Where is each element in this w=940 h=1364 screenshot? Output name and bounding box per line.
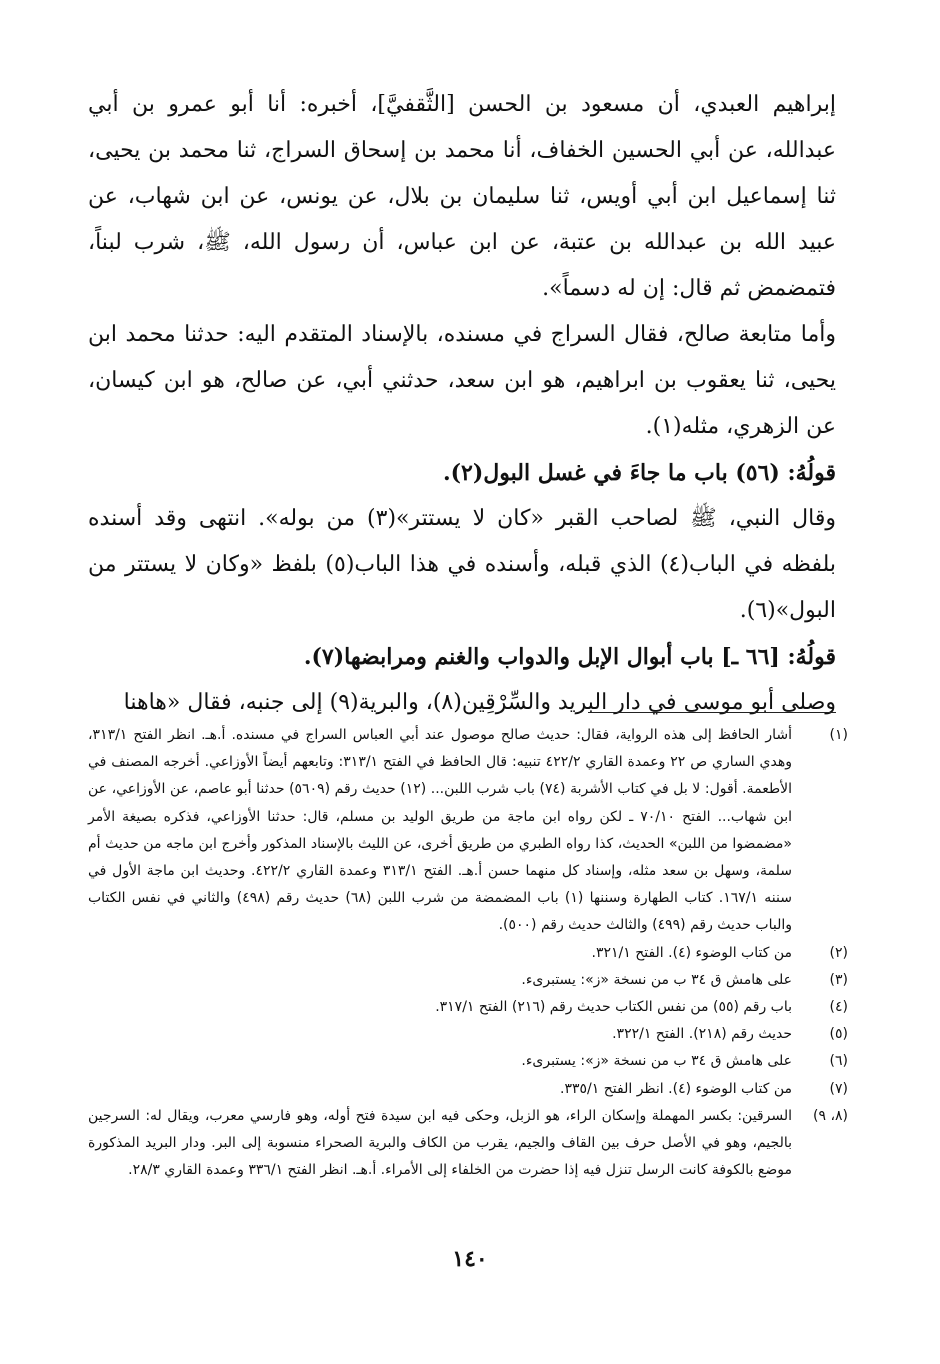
footnote-4 [88, 994, 848, 1021]
chapter-heading-66: قولُهُ: [٦٦ ـ] باب أبوال الإبل والدواب والغنم ومرابضها(٧). [303, 644, 836, 670]
footnote-text: أشار الحافظ إلى هذه الرواية، فقال: حديث صالح موصول عند أبي العباس السراج في مسنده. أ.هـ. انظر الفتح ٣١٣/١، وهدي الساري ص ٢٢ وعمدة القاري ٤٢٢/٢ تنبيه: قال الحافظ في الفتح ٣١٣/١: وتابعهم أيضاً الأوزاعي. أخرجه المصنف في الأطعمة. أقول: لا بل في كتاب الأشربة (٧٤) باب شرب اللبن... (١٢) حديث رقم (٥٦٠٩) حدثنا أبو عاصم، عن الأوزاعي، عن ابن شهاب... الفتح ٧٠/١٠ ـ لكن رواه ابن ماجة من طريق الوليد بن مسلم، قال: حدثنا الأوزاعي، فذكره بصيغة الأمر «مضمضوا من اللبن» الحديث، كذا رواه الطبري من طريق أخرى، عن الليث بالإسناد المذكور وأخرج ابن ماجه من حديث أم سلمة، وسهل بن سعد مثله، وإسناد كل منهما حسن أ.هـ. الفتح ٣١٣/١ وعمدة القاري ٤٢٢/٢. وحديث ابن ماجة الأول في سننه ١٦٧/١. كتاب الطهارة وسننها (١) باب المضمضة من شرب اللبن (٦٨) حديث رقم (٤٩٨) والثاني في نفس الكتاب والباب حديث رقم (٤٩٩) والثالث حديث رقم (٥٠٠). [88, 727, 793, 934]
chapter-heading-56: قولُهُ: (٥٦) باب ما جاءَ في غسل البول(٢). [442, 460, 836, 486]
footnote-number: (٧) [829, 1080, 848, 1097]
footnote-text: على هامش ق ٣٤ ب من نسخة «ز»: يستبرىء. [521, 1053, 792, 1070]
footnote-1 [88, 722, 848, 940]
footnote-text: السرقين: بكسر المهملة وإسكان الراء، هو الزبل، وحكى فيه ابن سيدة فتح أوله، وهو فارسي معرب، ويقال له: السرجين بالجيم، وهو في الأصل حرف بين القاف والجيم، يقرب من الكاف والبرية الصحراء منسوبة إلى البر. ودار البريد المذكورة موضع بالكوفة كانت الرسل تنزل فيه إذا حضرت من الخلفاء إلى الأمراء. أ.هـ. انظر الفتح ٣٣٦/١ وعمدة القاري ٢٨/٣. [88, 1107, 792, 1179]
footnote-text: من كتاب الوضوء (٤). الفتح ٣٢١/١. [591, 944, 792, 961]
footnote-number: (٣) [829, 971, 848, 988]
footnote-6 [88, 1048, 848, 1075]
footnote-8-9 [88, 1103, 848, 1185]
main-text [88, 82, 836, 726]
paragraph-abu-musa: وصلى أبو موسى في دار البريد والسِّرْقِين(٨)، والبرية(٩) إلى جنبه، فقال «هاهنا [123, 690, 836, 715]
footnote-text: من كتاب الوضوء (٤). انظر الفتح ٣٣٥/١. [560, 1080, 792, 1097]
footnote-separator [588, 712, 836, 713]
footnote-number: (٤) [829, 999, 848, 1016]
footnote-5 [88, 1021, 848, 1048]
page-number: ١٤٠ [452, 1246, 488, 1272]
footnote-number: (٥) [829, 1026, 848, 1043]
footnote-3 [88, 967, 848, 994]
paragraph-isnad: إبراهيم العبدي، أن مسعود بن الحسن [الثَّقفيَّ]، أخبره: أنا أبو عمرو بن أبي عبدالله، عن أبي الحسين الخفاف، أنا محمد بن إسحاق السراج، ثنا محمد بن يحيى، ثنا إسماعيل ابن أبي أويس، ثنا سليمان بن بلال، عن يونس، عن ابن شهاب، عن عبيد الله بن عبدالله بن عتبة، عن ابن عباس، أن رسول الله، ﷺ، شرب لبناً، فتمضمض ثم قال: إن له دسماً». [88, 92, 836, 301]
footnote-number: (٨، ٩) [813, 1107, 848, 1124]
paragraph-grave-hadith: وقال النبي، ﷺ لصاحب القبر «كان لا يستتر»(٣) من بوله». انتهى وقد أسنده بلفظه في الباب(٤) الذي قبله، وأسنده في هذا الباب(٥) بلفظ «وكان لا يستتر من البول»(٦). [88, 506, 837, 623]
footnote-text: باب رقم (٥٥) من نفس الكتاب حديث رقم (٢١٦) الفتح ٣١٧/١. [435, 999, 792, 1016]
footnote-number: (١) [829, 727, 848, 743]
footnote-7 [88, 1076, 848, 1103]
footnote-2 [88, 940, 848, 967]
paragraph-salih-followup: وأما متابعة صالح، فقال السراج في مسنده، بالإسناد المتقدم اليه: حدثنا محمد ابن يحيى، ثنا يعقوب بن ابراهيم، هو ابن سعد، حدثني أبي، عن صالح، هو ابن كيسان، عن الزهري، مثله(١). [88, 322, 836, 439]
footnotes [88, 722, 848, 1184]
footnote-number: (٢) [829, 944, 848, 961]
footnote-number: (٦) [829, 1053, 848, 1070]
footnote-text: حديث رقم (٢١٨). الفتح ٣٢٢/١. [612, 1026, 792, 1043]
footnote-text: على هامش ق ٣٤ ب من نسخة «ز»: يستبرىء. [521, 971, 792, 988]
